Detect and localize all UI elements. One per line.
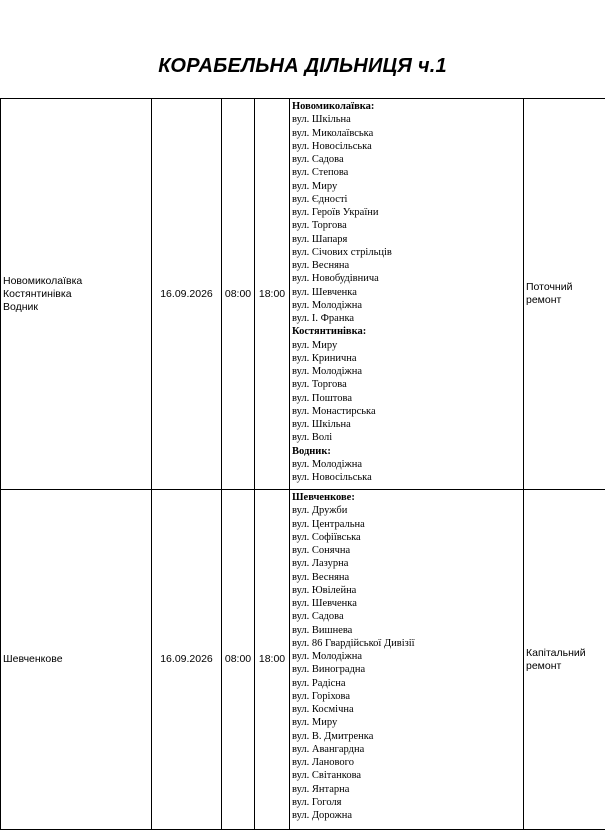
- street-item: вул. Вишнева: [292, 624, 521, 637]
- locality-cell: Шевченкове: [1, 490, 152, 830]
- street-item: вул. Авангардна: [292, 743, 521, 756]
- street-item: вул. Степова: [292, 166, 521, 179]
- street-item: вул. Миру: [292, 339, 521, 352]
- end-time-cell: 18:00: [255, 490, 290, 830]
- settlement-heading: Водник:: [292, 445, 521, 458]
- street-item: вул. Молодіжна: [292, 299, 521, 312]
- street-item: вул. Дорожна: [292, 809, 521, 822]
- street-item: вул. Садова: [292, 153, 521, 166]
- street-item: вул. Новосільська: [292, 140, 521, 153]
- street-item: вул. Світанкова: [292, 769, 521, 782]
- street-item: вул. Ювілейна: [292, 584, 521, 597]
- street-item: вул. Єдності: [292, 193, 521, 206]
- street-item: вул. Героїв України: [292, 206, 521, 219]
- work-type-cell: Поточний ремонт: [524, 99, 605, 490]
- street-item: вул. Гоголя: [292, 796, 521, 809]
- start-time-cell: 08:00: [222, 490, 255, 830]
- street-item: вул. 86 Гвардійської Дивізії: [292, 637, 521, 650]
- street-item: вул. Волі: [292, 431, 521, 444]
- street-item: вул. Центральна: [292, 518, 521, 531]
- street-item: вул. Миколаївська: [292, 127, 521, 140]
- address-list-cell: [290, 99, 524, 490]
- street-item: вул. Молодіжна: [292, 365, 521, 378]
- settlement-heading: Костянтинівка:: [292, 325, 521, 338]
- street-item: вул. Весняна: [292, 571, 521, 584]
- street-item: вул. Новобудівнича: [292, 272, 521, 285]
- street-item: вул. Монастирська: [292, 405, 521, 418]
- street-item: вул. Миру: [292, 180, 521, 193]
- street-item: вул. Шкільна: [292, 113, 521, 126]
- street-item: вул. Шевченка: [292, 597, 521, 610]
- street-item: вул. Дружби: [292, 504, 521, 517]
- locality-cell: Новомиколаївка Костянтинівка Водник: [1, 99, 152, 490]
- street-item: вул. Янтарна: [292, 783, 521, 796]
- date-cell: 16.09.2026: [152, 490, 222, 830]
- street-item: вул. І. Франка: [292, 312, 521, 325]
- settlement-heading: Новомиколаївка:: [292, 100, 521, 113]
- street-item: вул. Новосільська: [292, 471, 521, 484]
- street-item: вул. Виноградна: [292, 663, 521, 676]
- address-list-cell: [290, 490, 524, 830]
- street-item: вул. В. Дмитренка: [292, 730, 521, 743]
- street-item: вул. Молодіжна: [292, 458, 521, 471]
- street-item: вул. Кринична: [292, 352, 521, 365]
- street-item: вул. Миру: [292, 716, 521, 729]
- street-item: вул. Космічна: [292, 703, 521, 716]
- street-item: вул. Весняна: [292, 259, 521, 272]
- page-title: КОРАБЕЛЬНА ДІЛЬНИЦЯ ч.1: [0, 55, 605, 78]
- street-item: вул. Січових стрільців: [292, 246, 521, 259]
- street-item: вул. Лазурна: [292, 557, 521, 570]
- street-item: вул. Софіївська: [292, 531, 521, 544]
- street-item: вул. Шевченка: [292, 286, 521, 299]
- table-row: [1, 99, 605, 490]
- street-item: вул. Молодіжна: [292, 650, 521, 663]
- start-time-cell: 08:00: [222, 99, 255, 490]
- street-item: вул. Сонячна: [292, 544, 521, 557]
- street-item: вул. Торгова: [292, 378, 521, 391]
- street-item: вул. Торгова: [292, 219, 521, 232]
- street-item: вул. Ланового: [292, 756, 521, 769]
- street-item: вул. Шкільна: [292, 418, 521, 431]
- date-cell: 16.09.2026: [152, 99, 222, 490]
- outage-schedule-table: [0, 98, 605, 830]
- settlement-heading: Шевченкове:: [292, 491, 521, 504]
- street-item: вул. Радісна: [292, 677, 521, 690]
- street-item: вул. Шапаря: [292, 233, 521, 246]
- street-item: вул. Садова: [292, 610, 521, 623]
- work-type-cell: Капітальний ремонт: [524, 490, 605, 830]
- street-item: вул. Поштова: [292, 392, 521, 405]
- end-time-cell: 18:00: [255, 99, 290, 490]
- street-item: вул. Горіхова: [292, 690, 521, 703]
- table-row: [1, 490, 605, 830]
